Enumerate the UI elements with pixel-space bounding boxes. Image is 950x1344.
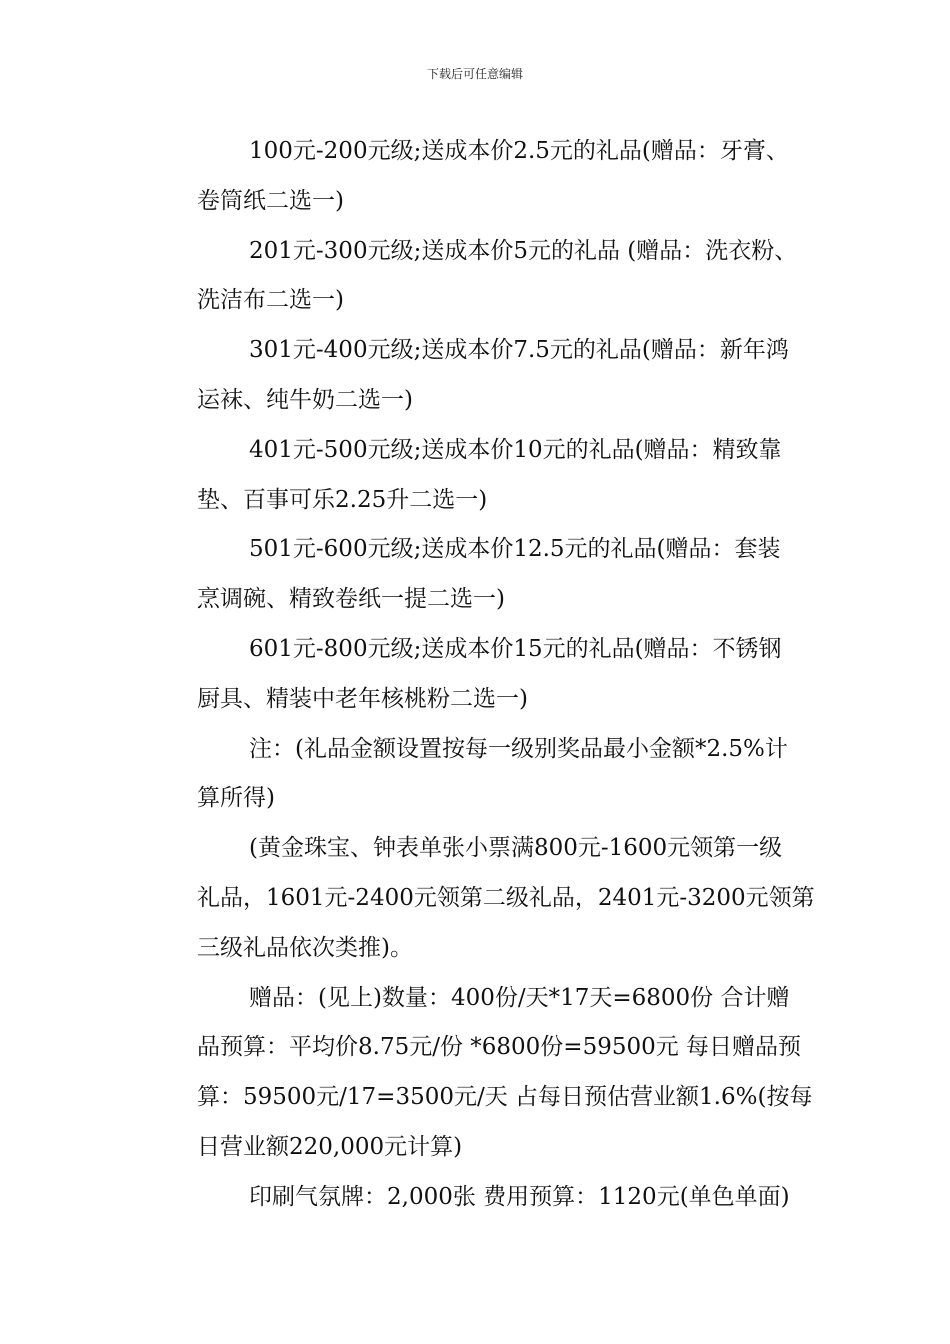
text-line: 垫、百事可乐2.25升二选一) [197, 486, 488, 513]
paragraph-tier-201-300 [145, 227, 810, 327]
paragraph-note [145, 725, 810, 825]
paragraph-tier-501-600 [145, 525, 810, 625]
text-line: 算：59500元/17=3500元/天 占每日预估营业额1.6%(按每 [197, 1084, 813, 1111]
text-line: 厨具、精装中老年核桃粉二选一) [197, 685, 528, 712]
text-line: 100元-200元级;送成本价2.5元的礼品(赠品：牙膏、 [249, 138, 789, 164]
text-line: 601元-800元级;送成本价15元的礼品(赠品：不锈钢 [249, 635, 782, 662]
text-line: 301元-400元级;送成本价7.5元的礼品(赠品：新年鸿 [249, 337, 789, 364]
text-line: 201元-300元级;送成本价5元的礼品 (赠品：洗衣粉、 [249, 237, 798, 264]
page-header: 下载后可任意编辑 [426, 67, 523, 81]
text-line: 501元-600元级;送成本价12.5元的礼品(赠品：套装 [249, 536, 781, 563]
text-line: 礼品，1601元-2400元领第二级礼品，2401元-3200元领第 [197, 884, 815, 911]
text-line: 品预算：平均价8.75元/份 *6800份=59500元 每日赠品预 [197, 1034, 802, 1061]
text-line: (黄金珠宝、钟表单张小票满800元-1600元领第一级 [249, 835, 783, 862]
text-line: 洗洁布二选一) [197, 287, 344, 314]
text-line: 401元-500元级;送成本价10元的礼品(赠品：精致靠 [249, 436, 782, 463]
paragraph-printing-budget [145, 1173, 810, 1223]
paragraph-tier-100-200 [145, 127, 810, 227]
paragraph-gift-budget [145, 974, 813, 1173]
paragraph-tier-401-500 [145, 426, 810, 526]
text-line: 烹调碗、精致卷纸一提二选一) [197, 586, 505, 613]
text-line: 运袜、纯牛奶二选一) [197, 386, 413, 413]
paragraph-tier-601-800 [145, 625, 810, 725]
text-line: 日营业额220,000元计算) [197, 1133, 463, 1160]
text-line: 卷筒纸二选一) [197, 187, 344, 214]
text-line: 印刷气氛牌：2,000张 费用预算：1120元(单色单面) [249, 1183, 790, 1210]
paragraph-tier-301-400 [145, 326, 810, 426]
text-line: 赠品：(见上)数量：400份/天*17天=6800份 合计赠 [249, 984, 790, 1011]
text-line: 三级礼品依次类推)。 [197, 934, 413, 961]
document-body [145, 127, 815, 1223]
text-line: 算所得) [197, 785, 275, 812]
paragraph-jewelry-rule [145, 824, 815, 973]
text-line: 注：(礼品金额设置按每一级别奖品最小金额*2.5%计 [249, 735, 788, 762]
